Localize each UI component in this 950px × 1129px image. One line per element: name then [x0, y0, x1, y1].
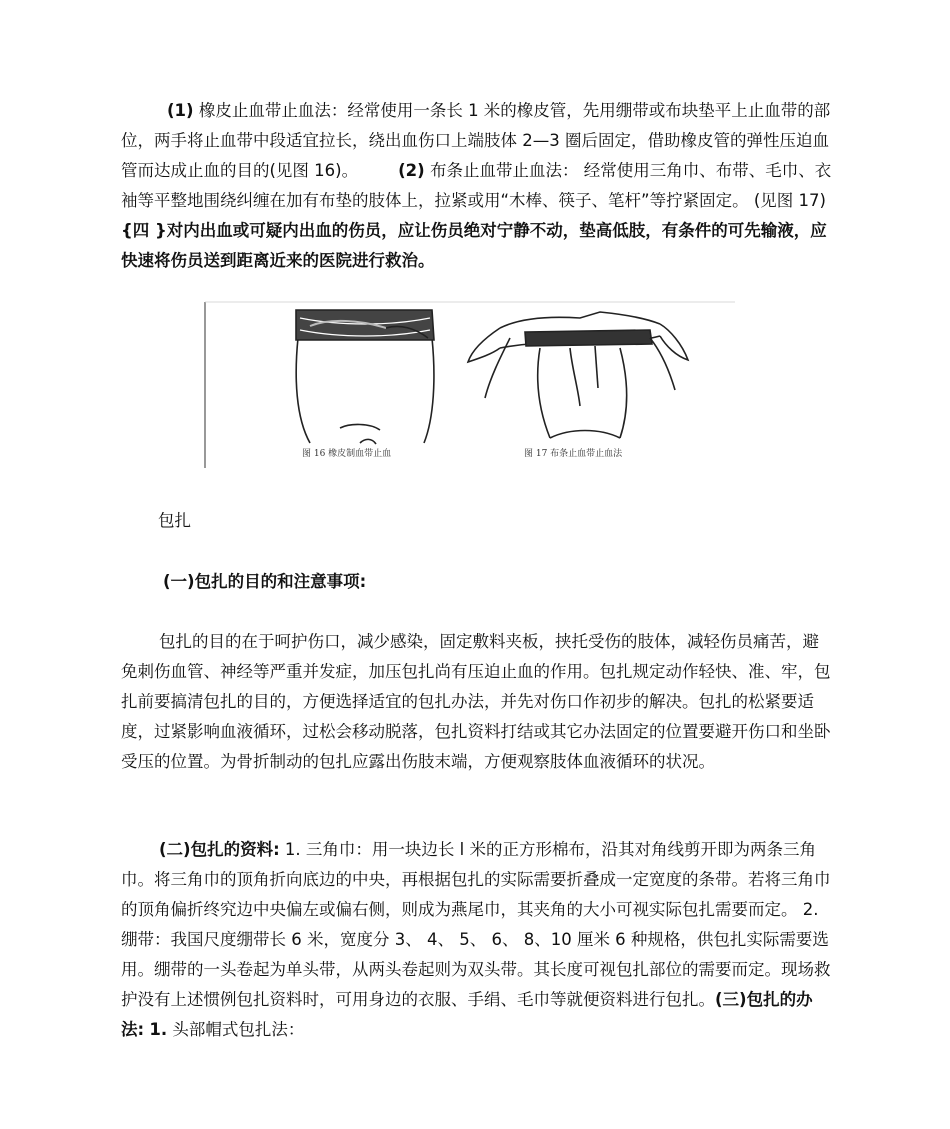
- method-number-1: (1): [167, 101, 194, 120]
- internal-bleeding-text: {四 }对内出血或可疑内出血的伤员，应让伤员绝对宁静不动，垫高低肢，有条件的可先输液，应快速将伤员送到距离近来的医院进行救治。: [121, 221, 827, 270]
- head-bandage-text: 头部帽式包扎法：: [167, 1020, 305, 1039]
- bandage-materials-paragraph: [121, 835, 833, 1045]
- method-number-2: (2): [398, 161, 425, 180]
- figure-17-drawing: [468, 312, 688, 438]
- figure-17-caption: 图 17 布条止血带止血法: [524, 449, 623, 459]
- method-1-number: 1.: [149, 1020, 168, 1039]
- tourniquet-figure: [200, 298, 740, 470]
- section-1-heading: (一)包扎的目的和注意事项:: [163, 572, 367, 591]
- cloth-tourniquet-text: 布条止血带止血法： 经常使用三角巾、布带、毛巾、衣袖等平整地围绕纠缠在加有布垫的肢体上，拉紧或用“木棒、筷子、笔杆”等拧紧固定。 (见图 17): [121, 161, 832, 210]
- figure-16-drawing: [296, 310, 434, 444]
- tourniquet-paragraph: [121, 96, 833, 276]
- bandage-purpose-paragraph: 包扎的目的在于呵护伤口，减少感染，固定敷料夹板，挟托受伤的肢体，减轻伤员痛苦，避免刺伤血管、神经等严重并发症，加压包扎尚有压迫止血的作用。包扎规定动作轻快、准、牢，包扎前要搞清包扎的目的，方便选择适宜的包扎办法，并先对伤口作初步的解决。包扎的松紧要适度，过紧影响血液循环，过松会移动脱落，包扎资料打结或其它办法固定的位置要避开伤口和坐卧受压的位置。为骨折制动的包扎应露出伤肢末端，方便观察肢体血液循环的状况。: [121, 632, 831, 771]
- section-3-heading: (三)包扎的办法:: [121, 990, 813, 1039]
- rubber-tourniquet-text: 橡皮止血带止血法：经常使用一条长 1 米的橡皮管，先用绷带或布块垫平上止血带的部位，两手将止血带中段适宜拉长，绕出血伤口上端肢体 2—3 圈后固定，借助橡皮管的弹性压迫血管而达成止血的目的(见图 16)。: [121, 101, 831, 180]
- section-2-heading: (二)包扎的资料:: [159, 840, 280, 859]
- tourniquet-illustration: [200, 298, 740, 470]
- figure-16-caption: 图 16 橡皮制血带止血: [302, 449, 392, 459]
- bandage-heading: 包扎: [158, 511, 191, 530]
- materials-text: 1. 三角巾：用一块边长 l 米的正方形棉布，沿其对角线剪开即为两条三角巾。将三角巾的顶角折向底边的中央，再根据包扎的实际需要折叠成一定宽度的条带。若将三角巾的顶角偏折终究边中央偏左或偏右侧，则成为燕尾巾，其夹角的大小可视实际包扎需要而定。 2. 绷带：我国尺度绷带长 6 米，宽度分 3、 4、 5、 6、 8、10 厘米 6 种规格，供包扎实际需要选用。绷带的一头卷起为单头带，从两头卷起则为双头带。其长度可视包扎部位的需要而定。现场救护没有上述惯例包扎资料时，可用身边的衣服、手绢、毛巾等就便资料进行包扎。: [121, 840, 831, 1009]
